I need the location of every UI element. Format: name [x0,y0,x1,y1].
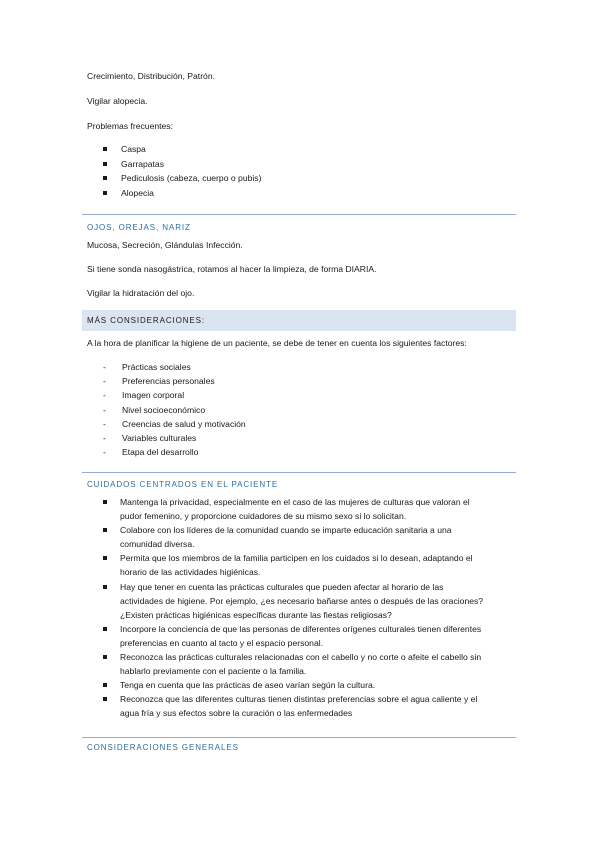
square-bullet-icon [103,585,107,589]
list-item: Alopecia [87,188,261,203]
eyes-line-mucosa: Mucosa, Secreción, Glándulas Infección. [87,240,243,250]
square-bullet-icon [103,191,107,195]
section-heading-eyes: OJOS, OREJAS, NARIZ [82,214,516,237]
list-item: Colabore con los líderes de la comunidad cuando se imparte educación sanitaria a una comunidad diversa. [87,523,517,551]
list-item: Permita que los miembros de la familia participen en los cuidados si lo desean, adaptando el horario de las actividades higiénicas. [87,551,517,579]
list-item: Mantenga la privacidad, especialmente en el caso de las mujeres de culturas que valoran el pudor femenino, y proporcione cuidadores de su mismo sexo si lo solicitan. [87,495,517,523]
square-bullet-icon [103,162,107,166]
square-bullet-icon [103,500,107,504]
section-heading-more: MÁS CONSIDERACIONES: [82,310,516,331]
section-heading-general: CONSIDERACIONES GENERALES [82,737,516,758]
intro-line-alopecia: Vigilar alopecia. [87,96,148,106]
list-item: Garrapatas [87,159,261,174]
frequent-problems-list [87,144,261,202]
intro-line-problems: Problemas frecuentes: [87,121,173,131]
factors-list [87,362,246,461]
eyes-line-hydration: Vigilar la hidratación del ojo. [87,288,195,298]
square-bullet-icon [103,147,107,151]
list-item: Incorpore la conciencia de que las personas de diferentes orígenes culturales tienen diferentes preferencias en cuanto al tacto y el espacio personal. [87,622,517,650]
square-bullet-icon [103,627,107,631]
list-item: - Preferencias personales [103,376,215,387]
list-item: - Etapa del desarrollo [103,447,199,458]
square-bullet-icon [103,683,107,687]
list-item: - Nivel socioeconómico [103,404,206,415]
square-bullet-icon [103,556,107,560]
more-intro: A la hora de planificar la higiene de un paciente, se debe de tener en cuenta los siguientes factores: [87,338,467,348]
patient-care-list [87,495,517,721]
intro-line-growth: Crecimiento, Distribución, Patrón. [87,71,215,81]
list-item: - Imagen corporal [103,390,185,401]
list-item: Reconozca las prácticas culturales relacionadas con el cabello y no corte o afeite el cabello sin hablarlo previamente con el paciente o la familia. [87,650,517,678]
square-bullet-icon [103,655,107,659]
section-heading-care: CUIDADOS CENTRADOS EN EL PACIENTE [82,472,516,493]
square-bullet-icon [103,176,107,180]
list-item: Reconozca que las diferentes culturas tienen distintas preferencias sobre el agua caliente y el agua fría y sus efectos sobre la curación o las enfermedades [87,692,517,720]
list-item: - Creencias de salud y motivación [103,418,246,429]
list-item: Caspa [87,144,261,159]
list-item: Hay que tener en cuenta las prácticas culturales que pueden afectar al horario de las actividades de higiene. Por ejemplo, ¿es necesario bañarse antes o después de las oraciones? ¿Existen prácticas higiénicas específicas durante las fiestas religiosas? [87,580,517,622]
list-item: Tenga en cuenta que las prácticas de aseo varían según la cultura. [87,678,517,692]
square-bullet-icon [103,697,107,701]
square-bullet-icon [103,528,107,532]
list-item: Pediculosis (cabeza, cuerpo o pubis) [87,173,261,188]
list-item: - Prácticas sociales [103,362,191,372]
list-item: - Variables culturales [103,432,197,443]
eyes-line-tube: Si tiene sonda nasogástrica, rotamos al hacer la limpieza, de forma DIARIA. [87,264,377,274]
